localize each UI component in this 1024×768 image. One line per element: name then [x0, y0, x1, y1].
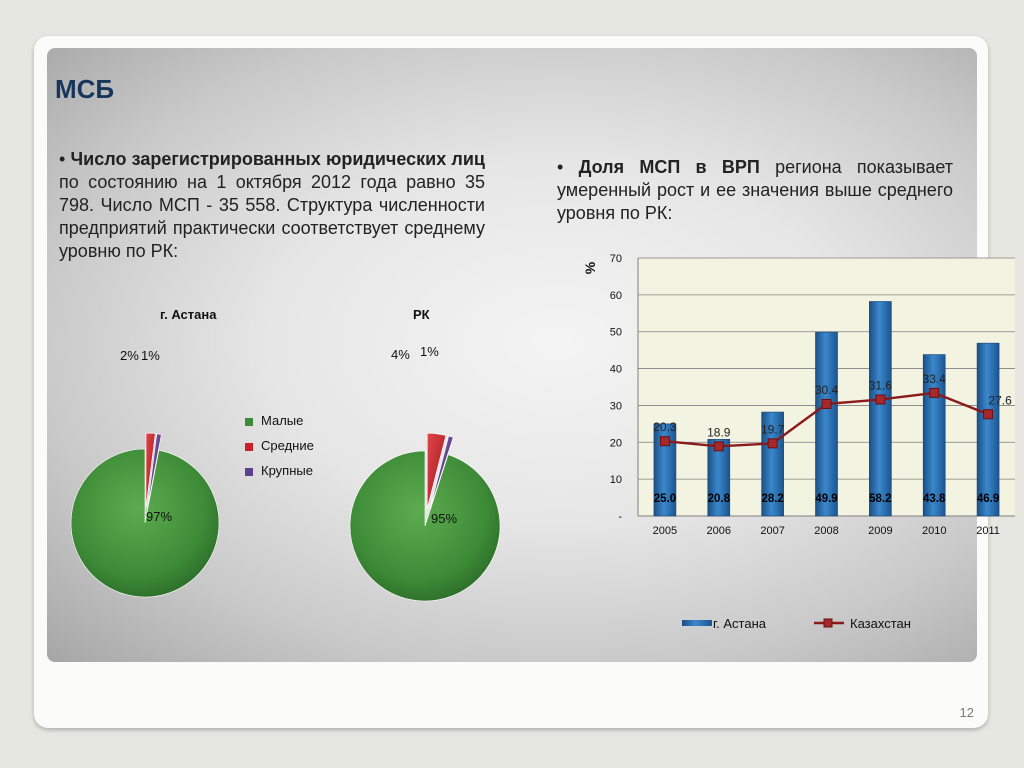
pie-astana-label-medium: 2%: [120, 348, 139, 363]
x-tick-label: 2008: [814, 525, 839, 537]
bar-value-label: 49.9: [815, 493, 838, 505]
line-value-label: 20.3: [653, 420, 677, 435]
pie-rk: [350, 433, 500, 601]
pie-rk-label-medium: 4%: [391, 347, 410, 362]
legend-item-medium: [245, 438, 314, 453]
pie-rk-label-small: 95%: [431, 511, 458, 526]
legend-item-large: [245, 463, 314, 478]
bar: [816, 332, 838, 516]
y-tick-label: 70: [609, 253, 622, 265]
bar-value-label: 58.2: [869, 493, 892, 505]
pie-rk-title: РК: [413, 307, 430, 322]
line-point: [768, 439, 777, 448]
legend-line-label: Казахстан: [850, 616, 911, 631]
bullet: •: [557, 157, 564, 177]
legend-label: Малые: [261, 413, 304, 428]
y-tick-label: 40: [609, 363, 622, 376]
pie-slice-small: [350, 451, 500, 601]
line-value-label: 33.4: [922, 371, 946, 386]
y-tick-label: 50: [609, 326, 622, 339]
left-paragraph-rest: по состоянию на 1 октября 2012 года равно 35 798. Число МСП - 35 558. Структура численности предприятий практически соответствует среднему уровню по РК:: [59, 172, 485, 261]
slide-title: МСБ: [55, 74, 115, 104]
bar-value-label: 28.2: [761, 493, 784, 505]
line-point: [660, 437, 669, 446]
pie-astana-title: г. Астана: [160, 307, 217, 322]
slide-panel: [47, 48, 1012, 662]
legend-label: Средние: [261, 438, 314, 453]
left-paragraph: [59, 148, 485, 263]
right-paragraph-rest: региона показывает умеренный рост и ее значения выше среднего уровня по РК:: [557, 157, 953, 223]
y-tick-label: 30: [609, 400, 622, 413]
pie-slice-small: [71, 449, 219, 597]
line-point: [714, 442, 723, 451]
x-tick-label: 2005: [652, 525, 678, 537]
bar: [977, 343, 999, 516]
pie-charts: [47, 338, 527, 628]
line-value-label: 30.4: [814, 382, 839, 397]
y-tick-label: 60: [609, 289, 622, 302]
line-point: [876, 395, 885, 404]
bar-value-label: 20.8: [707, 493, 730, 505]
legend-swatch: [245, 468, 253, 476]
legend-line-marker: [824, 619, 832, 627]
y-tick-label: -: [618, 511, 622, 523]
bar: [869, 301, 891, 516]
pie-legend: [245, 413, 314, 478]
bar-value-label: 46.9: [976, 493, 1000, 505]
right-paragraph: [557, 156, 953, 225]
page-number: 12: [959, 705, 974, 720]
y-tick-label: 20: [609, 437, 622, 450]
legend-item-small: [245, 413, 314, 428]
legend-label: Крупные: [261, 463, 313, 478]
legend-bar-swatch: [682, 620, 712, 626]
x-tick-label: 2010: [921, 525, 947, 537]
right-paragraph-bold: Доля МСП в ВРП: [578, 157, 760, 177]
line-point: [822, 399, 831, 408]
legend-swatch: [245, 418, 253, 426]
pie-astana: [71, 433, 219, 597]
vrp-chart: [517, 238, 1012, 631]
bar-value-label: 25.0: [653, 493, 677, 505]
line-value-label: 19.7: [760, 422, 785, 437]
x-tick-label: 2006: [706, 525, 732, 537]
line-value-label: 31.6: [868, 378, 893, 393]
x-tick-label: 2011: [976, 525, 1000, 537]
y-axis-label: %: [582, 261, 598, 275]
pie-astana-label-small: 97%: [146, 509, 173, 524]
legend-swatch: [245, 443, 253, 451]
left-paragraph-bold: Число зарегистрированных юридических лиц: [70, 149, 485, 169]
y-ticks: [610, 253, 623, 523]
x-tick-label: 2009: [868, 525, 893, 537]
pie-astana-label-large: 1%: [141, 348, 160, 363]
bullet: •: [59, 149, 66, 169]
pie-rk-label-large: 1%: [420, 344, 439, 359]
x-tick-label: 2007: [760, 525, 785, 537]
legend-bar-label: г. Астана: [713, 616, 766, 631]
line-value-label: 18.9: [707, 425, 731, 440]
line-point: [930, 388, 939, 397]
x-ticks: [653, 525, 1000, 537]
line-point: [984, 410, 993, 419]
y-tick-label: 10: [609, 474, 622, 487]
bar-value-label: 43.8: [923, 493, 946, 505]
line-value-label: 27.6: [988, 393, 1012, 408]
